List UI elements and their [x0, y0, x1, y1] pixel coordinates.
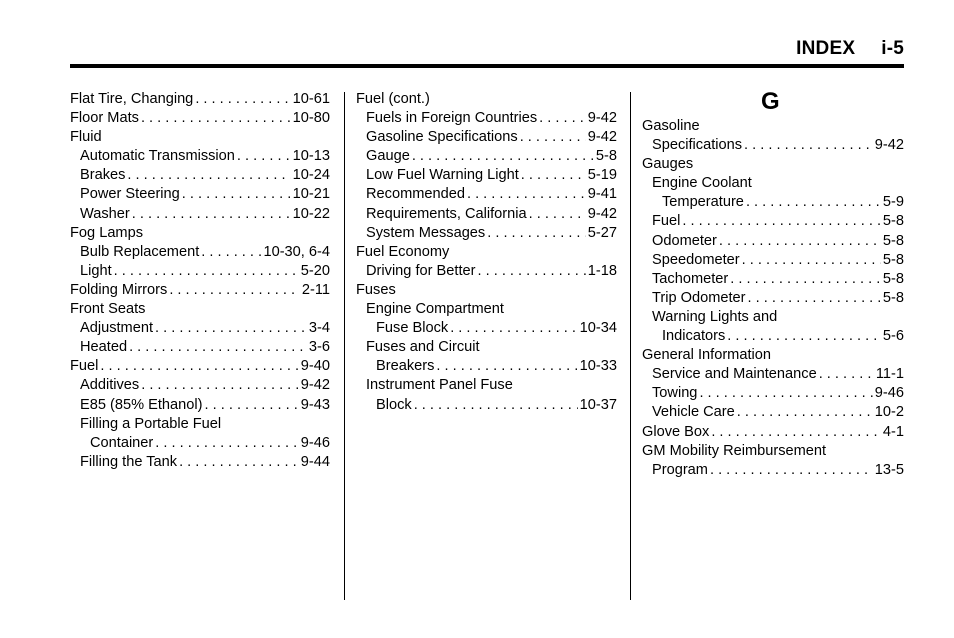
- entry-label: Gasoline: [642, 118, 700, 134]
- index-entry: [642, 461, 904, 480]
- entry-label: Filling the Tank: [80, 453, 178, 470]
- index-entry: [356, 262, 617, 281]
- entry-page: 9-42: [874, 137, 904, 154]
- index-entry: [356, 128, 617, 147]
- leader-dots: [730, 270, 881, 289]
- leader-dots: [127, 166, 290, 185]
- index-entry: [70, 453, 330, 472]
- entry-label: Gauge: [366, 148, 410, 165]
- entry-label: Block: [376, 396, 412, 413]
- entry-page: 5-6: [882, 328, 904, 345]
- leader-dots: [414, 396, 578, 415]
- leader-dots: [467, 185, 586, 204]
- index-entry: [642, 193, 904, 212]
- entry-label: Service and Maintenance: [652, 366, 817, 383]
- leader-dots: [179, 453, 299, 472]
- index-entry: [70, 415, 330, 434]
- entry-label: Fluid: [70, 129, 102, 146]
- entry-label: Speedometer: [652, 251, 740, 268]
- entry-label: Front Seats: [70, 301, 146, 318]
- leader-dots: [737, 403, 873, 422]
- leader-dots: [141, 376, 299, 395]
- index-entry: [356, 376, 617, 395]
- entry-page: 5-8: [882, 232, 904, 249]
- entry-label: Odometer: [652, 232, 717, 249]
- entry-page: 9-41: [587, 186, 617, 203]
- leader-dots: [742, 251, 881, 270]
- entry-page: 10-61: [292, 91, 330, 107]
- section-letter: G: [761, 88, 780, 115]
- entry-label: Indicators: [662, 328, 726, 345]
- entry-label: Temperature: [662, 194, 744, 211]
- entry-page: 10-37: [579, 396, 617, 413]
- entry-label: Fuel: [70, 358, 99, 375]
- leader-dots: [182, 185, 291, 204]
- entry-label: Driving for Better: [366, 262, 476, 279]
- leader-dots: [744, 136, 873, 155]
- leader-dots: [682, 212, 881, 231]
- index-entry: [356, 90, 617, 109]
- entry-page: 4-1: [882, 423, 904, 440]
- index-entry: [70, 300, 330, 319]
- index-entry: [642, 212, 904, 231]
- entry-page: 10-33: [579, 358, 617, 375]
- leader-dots: [521, 166, 586, 185]
- page-number: i-5: [881, 38, 904, 59]
- entry-page: 5-27: [587, 224, 617, 241]
- index-entry: [356, 243, 617, 262]
- index-entry: [642, 365, 904, 384]
- leader-dots: [100, 357, 298, 376]
- index-entry: [70, 357, 330, 376]
- index-entry: [356, 281, 617, 300]
- entry-page: 5-8: [882, 289, 904, 306]
- entry-page: 5-8: [882, 270, 904, 287]
- leader-dots: [132, 205, 291, 224]
- entry-label: Towing: [652, 385, 698, 402]
- entry-label: Power Steering: [80, 186, 180, 203]
- header-text: [796, 38, 904, 60]
- entry-page: 9-40: [300, 358, 330, 375]
- entry-label: Adjustment: [80, 320, 154, 337]
- leader-dots: [719, 232, 881, 251]
- index-entry: [70, 262, 330, 281]
- entry-label: General Information: [642, 347, 771, 364]
- index-entry: [642, 423, 904, 442]
- entry-page: 10-80: [292, 110, 330, 127]
- entry-label: Washer: [80, 205, 130, 222]
- index-entry: [356, 185, 617, 204]
- index-entry: [642, 442, 904, 461]
- leader-dots: [539, 109, 586, 128]
- entry-page: 9-42: [587, 129, 617, 146]
- entry-label: Light: [80, 262, 112, 279]
- index-entry: [70, 205, 330, 224]
- index-entry: [70, 434, 330, 453]
- entry-page: 9-42: [587, 205, 617, 222]
- index-entry: [356, 109, 617, 128]
- entry-page: 10-2: [874, 404, 904, 421]
- leader-dots: [478, 262, 586, 281]
- index-entry: [70, 376, 330, 395]
- leader-dots: [520, 128, 586, 147]
- entry-label: Trip Odometer: [652, 289, 746, 306]
- entry-label: Gasoline Specifications: [366, 129, 518, 146]
- leader-dots: [748, 289, 881, 308]
- entry-page: 10-24: [292, 167, 330, 184]
- leader-dots: [114, 262, 299, 281]
- entry-label: Low Fuel Warning Light: [366, 167, 519, 184]
- entry-label: Specifications: [652, 137, 743, 154]
- index-entry: [642, 251, 904, 270]
- entry-label: Tachometer: [652, 270, 729, 287]
- entry-page: 10-34: [579, 320, 617, 337]
- entry-label: Fuses and Circuit: [366, 339, 480, 356]
- entry-label: Engine Compartment: [366, 301, 504, 318]
- index-column-1: [70, 90, 330, 472]
- entry-page: 10-30, 6-4: [263, 243, 330, 260]
- leader-dots: [529, 205, 586, 224]
- index-entry: [70, 338, 330, 357]
- index-title: INDEX: [796, 38, 856, 59]
- entry-label: Gauges: [642, 156, 694, 173]
- index-entry: [642, 327, 904, 346]
- entry-label: Engine Coolant: [652, 175, 752, 192]
- leader-dots: [450, 319, 577, 338]
- entry-label: Fuel: [652, 213, 681, 230]
- index-entry: [642, 384, 904, 403]
- entry-label: Fuse Block: [376, 320, 449, 337]
- leader-dots: [169, 281, 300, 300]
- index-entry: [642, 403, 904, 422]
- index-entry: [642, 308, 904, 327]
- leader-dots: [746, 193, 881, 212]
- index-entry: [356, 205, 617, 224]
- entry-label: Floor Mats: [70, 110, 139, 127]
- entry-label: Fuel (cont.): [356, 91, 430, 107]
- leader-dots: [699, 384, 872, 403]
- entry-label: Vehicle Care: [652, 404, 735, 421]
- entry-label: Folding Mirrors: [70, 281, 168, 298]
- entry-label: Requirements, California: [366, 205, 527, 222]
- column-divider: [344, 92, 345, 600]
- entry-page: 9-44: [300, 453, 330, 470]
- leader-dots: [205, 396, 299, 415]
- entry-page: 2-11: [301, 281, 330, 298]
- index-entry: [642, 174, 904, 193]
- entry-page: 9-46: [300, 434, 330, 451]
- index-entry: [70, 109, 330, 128]
- entry-label: Program: [652, 461, 708, 478]
- column-divider: [630, 92, 631, 600]
- entry-page: 5-9: [882, 194, 904, 211]
- index-entry: [642, 232, 904, 251]
- entry-page: 5-20: [300, 262, 330, 279]
- entry-label: Automatic Transmission: [80, 148, 235, 165]
- page-header: [70, 38, 904, 68]
- entry-page: 3-4: [308, 320, 330, 337]
- entry-label: System Messages: [366, 224, 486, 241]
- entry-label: Glove Box: [642, 423, 710, 440]
- index-entry: [70, 128, 330, 147]
- index-entry: [642, 289, 904, 308]
- leader-dots: [436, 357, 577, 376]
- entry-label: Brakes: [80, 167, 126, 184]
- entry-label: Fuses: [356, 281, 396, 298]
- entry-label: GM Mobility Reimbursement: [642, 442, 827, 459]
- entry-page: 9-46: [874, 385, 904, 402]
- index-entry: [642, 155, 904, 174]
- index-entry: [356, 224, 617, 243]
- leader-dots: [710, 461, 873, 480]
- leader-dots: [141, 109, 291, 128]
- entry-page: 10-22: [292, 205, 330, 222]
- index-entry: [70, 185, 330, 204]
- index-entry: [356, 147, 617, 166]
- leader-dots: [819, 365, 874, 384]
- entry-page: 13-5: [874, 461, 904, 478]
- entry-page: 5-8: [882, 213, 904, 230]
- entry-page: 10-21: [292, 186, 330, 203]
- index-entry: [356, 357, 617, 376]
- entry-label: Instrument Panel Fuse: [366, 377, 513, 394]
- index-entry: [642, 346, 904, 365]
- entry-page: 3-6: [308, 339, 330, 356]
- entry-label: Fuels in Foreign Countries: [366, 110, 538, 127]
- entry-label: Container: [90, 434, 154, 451]
- entry-label: Breakers: [376, 358, 435, 375]
- index-entry: [70, 147, 330, 166]
- index-entry: [642, 270, 904, 289]
- index-entry: [70, 319, 330, 338]
- index-column-3: [642, 88, 904, 480]
- entry-page: 10-13: [292, 148, 330, 165]
- entry-label: Fog Lamps: [70, 224, 144, 241]
- index-entry: [356, 338, 617, 357]
- entry-label: Warning Lights and: [652, 308, 778, 325]
- entry-label: Recommended: [366, 186, 465, 203]
- index-entry: [356, 319, 617, 338]
- entry-page: 1-18: [587, 262, 617, 279]
- leader-dots: [155, 434, 299, 453]
- entry-label: Filling a Portable Fuel: [80, 415, 222, 432]
- entry-label: Fuel Economy: [356, 243, 450, 260]
- index-entry: [70, 90, 330, 109]
- entry-label: Additives: [80, 377, 140, 394]
- leader-dots: [487, 224, 586, 243]
- entry-page: 9-42: [300, 377, 330, 394]
- index-entry: [70, 281, 330, 300]
- index-entry: [642, 117, 904, 136]
- index-entry: [70, 396, 330, 415]
- entry-label: Bulb Replacement: [80, 243, 200, 260]
- index-entry: [356, 166, 617, 185]
- entry-label: E85 (85% Ethanol): [80, 396, 203, 413]
- index-entry: [70, 224, 330, 243]
- entry-page: 11-1: [875, 366, 904, 383]
- leader-dots: [195, 90, 290, 109]
- leader-dots: [129, 338, 307, 357]
- leader-dots: [412, 147, 594, 166]
- index-entry: [356, 300, 617, 319]
- entry-label: Flat Tire, Changing: [70, 91, 194, 107]
- leader-dots: [237, 147, 291, 166]
- leader-dots: [711, 423, 881, 442]
- index-column-2: [356, 90, 617, 415]
- index-entry: [642, 136, 904, 155]
- index-entry: [70, 243, 330, 262]
- entry-page: 5-8: [882, 251, 904, 268]
- entry-page: 5-8: [595, 148, 617, 165]
- leader-dots: [155, 319, 307, 338]
- leader-dots: [201, 243, 261, 262]
- leader-dots: [727, 327, 881, 346]
- entry-page: 5-19: [587, 167, 617, 184]
- entry-page: 9-42: [587, 110, 617, 127]
- index-entry: [70, 166, 330, 185]
- index-entry: [356, 396, 617, 415]
- entry-label: Heated: [80, 339, 128, 356]
- entry-page: 9-43: [300, 396, 330, 413]
